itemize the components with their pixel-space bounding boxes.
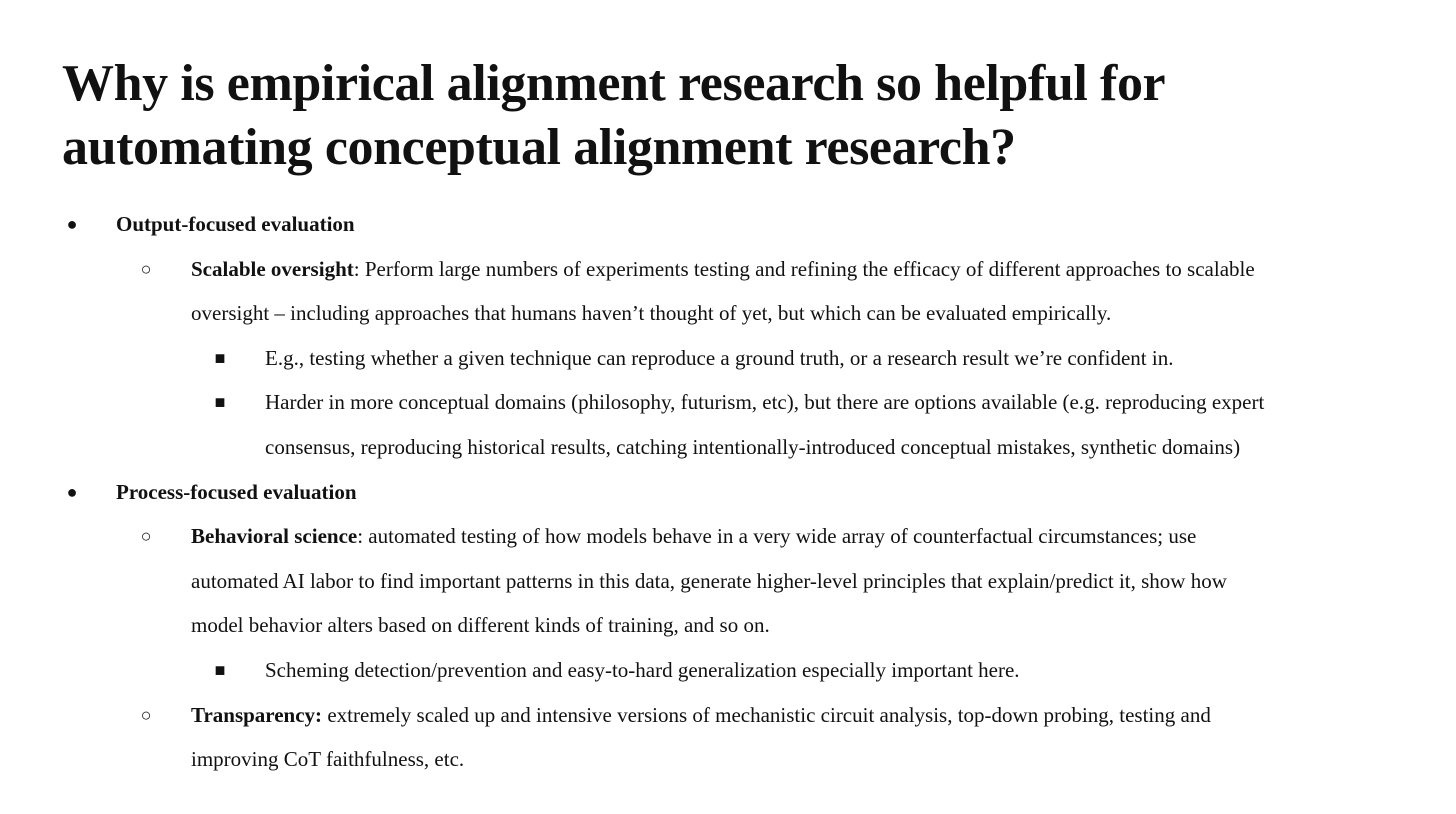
bullet-square-icon: ■ [214, 347, 226, 368]
transparency-text-1: extremely scaled up and intensive versions of mechanistic circuit analysis, top-down probing, testing and [322, 702, 1211, 727]
list-item-output-focused [0, 202, 1456, 247]
bullet-list [0, 202, 1456, 782]
process-focused-heading: Process-focused evaluation [116, 479, 357, 504]
title-line-2: automating conceptual alignment research? [62, 119, 1016, 176]
bullet-dot-icon: ● [66, 481, 78, 502]
bullet-dot-icon: ● [66, 214, 78, 234]
bullet-square-icon: ■ [214, 392, 226, 413]
behavioral-science-term: Behavioral science [191, 524, 358, 549]
list-item-transparency [0, 693, 1456, 782]
output-focused-heading: Output-focused evaluation [116, 212, 355, 236]
bullet-circle-icon: ○ [140, 258, 152, 279]
behavioral-science-text-1: : automated testing of how models behave in a very wide array of counterfactual circumstances; use [357, 524, 1197, 549]
scalable-oversight-text-1: : Perform large numbers of experiments testing and refining the efficacy of different approaches to scalable [353, 256, 1255, 281]
slide-title [62, 52, 1362, 180]
list-item-example-ground-truth [0, 336, 1456, 381]
list-item-process-focused [0, 470, 1456, 515]
list-item-scheming-detection [0, 648, 1456, 693]
bullet-circle-icon: ○ [140, 526, 152, 547]
list-item-conceptual-domains [0, 380, 1456, 469]
scheming-detection-text: Scheming detection/prevention and easy-to-hard generalization especially important here. [265, 657, 1020, 682]
behavioral-science-text-3: model behavior alters based on different kinds of training, and so on. [191, 613, 770, 638]
transparency-text-2: improving CoT faithfulness, etc. [191, 747, 465, 772]
list-item-behavioral-science [0, 514, 1456, 648]
bullet-circle-icon: ○ [140, 704, 152, 725]
example-ground-truth-text: E.g., testing whether a given technique can reproduce a ground truth, or a research result we’re confident in. [265, 345, 1174, 370]
behavioral-science-text-2: automated AI labor to find important patterns in this data, generate higher-level principles that explain/predict it, show how [191, 568, 1227, 593]
transparency-term: Transparency: [191, 702, 323, 727]
conceptual-domains-text-1: Harder in more conceptual domains (philosophy, futurism, etc), but there are options available (e.g. reproducing expert [265, 390, 1265, 415]
list-item-scalable-oversight [0, 247, 1456, 336]
bullet-square-icon: ■ [214, 659, 226, 680]
scalable-oversight-term: Scalable oversight [191, 256, 354, 281]
conceptual-domains-text-2: consensus, reproducing historical results, catching intentionally-introduced conceptual mistakes, synthetic domains) [265, 434, 1241, 459]
scalable-oversight-text-2: oversight – including approaches that humans haven’t thought of yet, but which can be evaluated empirically. [191, 301, 1112, 326]
title-line-1: Why is empirical alignment research so helpful for [62, 55, 1166, 112]
